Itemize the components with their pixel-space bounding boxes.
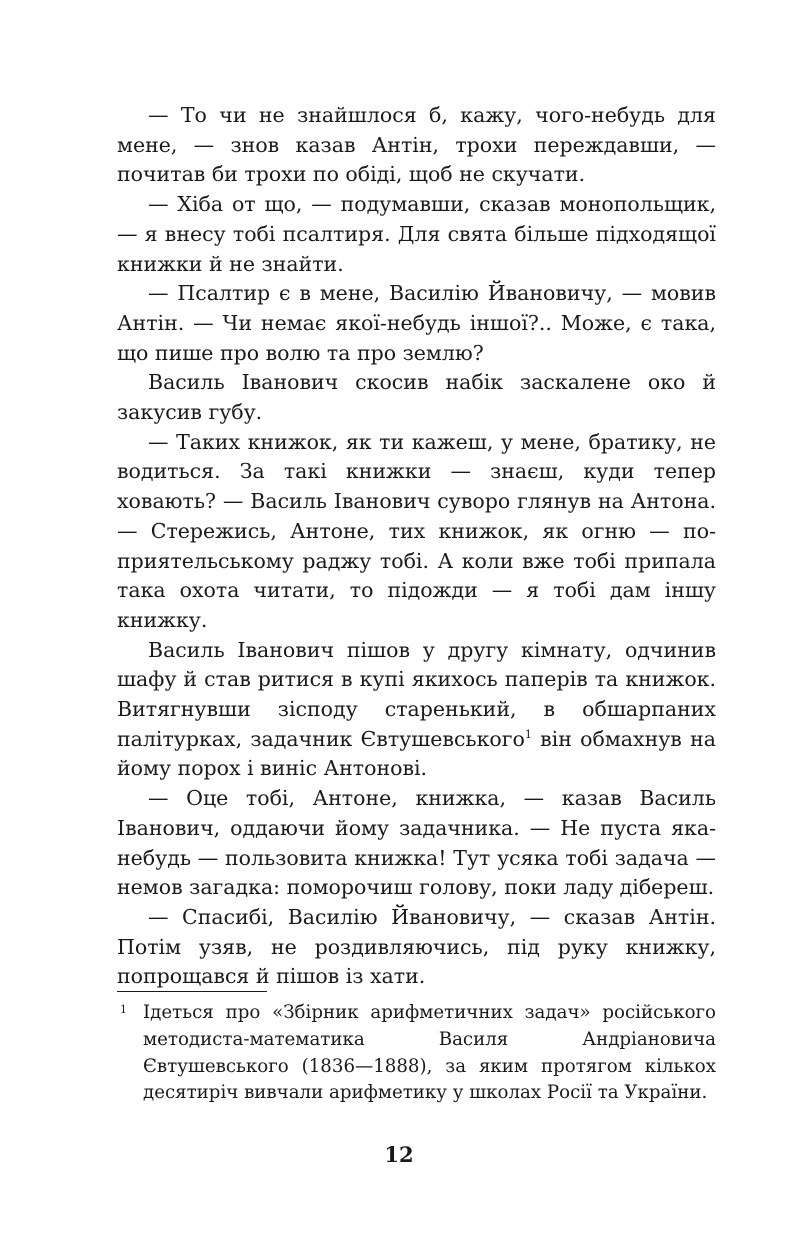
paragraph-1: — То чи не знайшлося б, кажу, чого-небудь для мене, — знов казав Антін, трохи переждавши, — почитав би трохи по обіді, щоб не скучати. — [117, 103, 716, 187]
paragraph-8: — Спасибі, Василію Йвановичу, — сказав Антін. Потім узяв, не роздивляючись, під руку книжку, попрощався й пішов із хати. — [117, 904, 716, 989]
footnote — [117, 1000, 716, 1107]
paragraph-7: — Оце тобі, Антоне, книжка, — казав Василь Іванович, оддаючи йому задачника. — Не пуста яка-небудь — пользовита книжка! Тут усяка тобі задача — немов загадка: поморочиш голову, поки ладу дібереш. — [117, 786, 716, 900]
paragraph-6 — [117, 636, 716, 785]
paragraph-3: — Псалтир є в мене, Василію Йвановичу, — мовив Антін. — Чи немає якої-небудь іншої?.. Може, є така, що пише про волю та про землю? — [117, 281, 716, 365]
footnote-marker: 1 — [120, 1003, 127, 1016]
footnote-reference[interactable]: 1 — [524, 727, 532, 741]
main-text — [117, 101, 716, 992]
paragraph-5: — Таких книжок, як ти кажеш, у мене, братику, не водиться. За такі книжки — знаєш, куди тепер ховають? — Василь Іванович суворо глянув на Антона. — Стережись, Антоне, тих книжок, як огню — по-приятельському раджу тобі. А коли вже тобі припала така охота читати, то підожди — я тобі дам іншу книжку. — [117, 429, 716, 632]
page-number: 12 — [384, 1142, 414, 1167]
footnote-separator — [117, 991, 267, 992]
paragraph-6-before: Василь Іванович пішов у другу кімнату, одчинив шафу й став ритися в купі якихось паперів та книжок. Витягнувши зісподу старенький, в обшарпаних палітурках, задачник Євтушевського — [117, 637, 716, 751]
paragraph-4: Василь Іванович скосив набік заскалене око й закусив губу. — [117, 370, 716, 425]
footnote-text: Ідеться про «Збірник арифметичних задач» російського методиста-математика Василя Андріановича Євтушевського (1836—1888), за яким протягом кількох десятиріч вивчали арифметику у школах Росії та України. — [143, 1002, 716, 1104]
paragraph-6-after: він обмахнув на йому порох і виніс Антонові. — [117, 726, 716, 781]
paragraph-2: — Хіба от що, — подумавши, сказав монопольщик, — я внесу тобі псалтиря. Для свята більше підходящої книжки й не знайти. — [117, 192, 716, 276]
